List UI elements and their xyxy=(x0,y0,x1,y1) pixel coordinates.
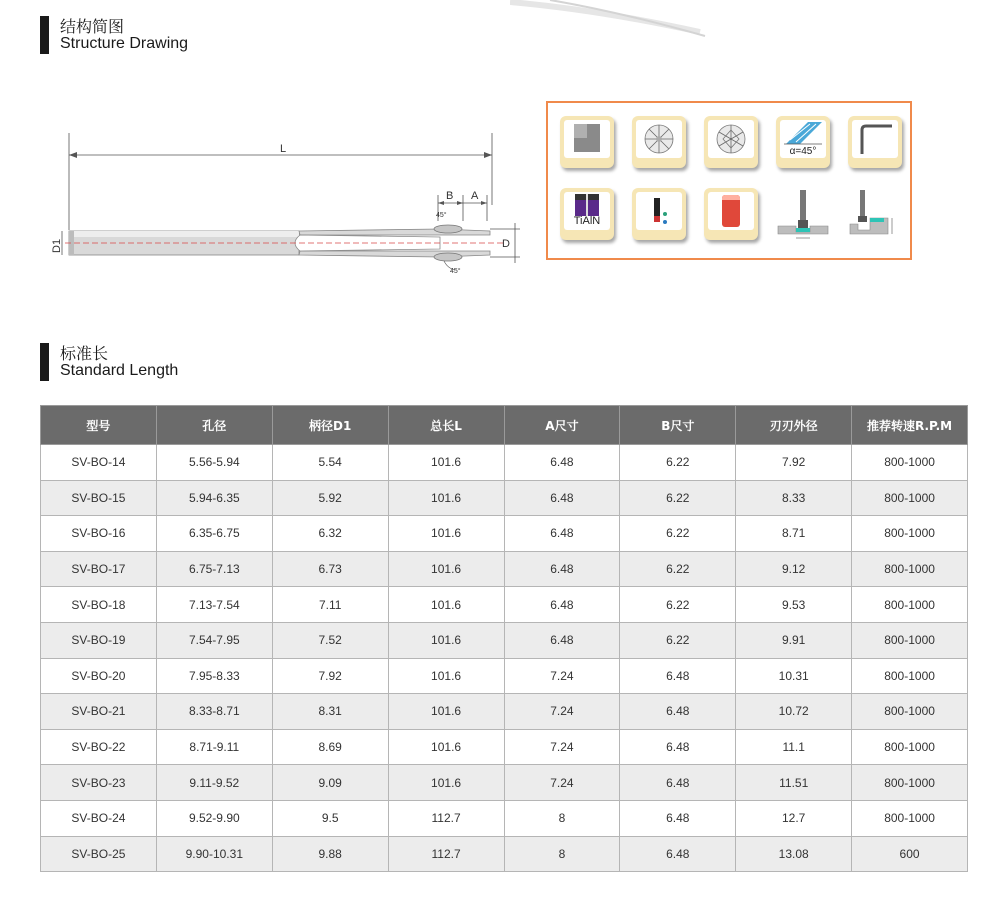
cell-rpm: 800-1000 xyxy=(852,445,968,481)
table-row xyxy=(41,622,968,658)
table-body xyxy=(41,445,968,872)
col-header-cutting-diameter: 刃刃外径 xyxy=(736,406,852,445)
square-shank-icon xyxy=(560,116,614,168)
cell-hole-diameter: 9.90-10.31 xyxy=(156,836,272,872)
cell-b-size: 6.48 xyxy=(620,729,736,765)
cell-model: SV-BO-21 xyxy=(41,694,157,730)
through-hole-usage-icon xyxy=(776,188,830,240)
section-title-en: Structure Drawing xyxy=(60,35,189,52)
cell-rpm: 800-1000 xyxy=(852,694,968,730)
cell-total-length: 101.6 xyxy=(388,445,504,481)
table-row xyxy=(41,729,968,765)
cell-total-length: 112.7 xyxy=(388,836,504,872)
cell-a-size: 6.48 xyxy=(504,445,620,481)
cell-cutting-diameter: 9.53 xyxy=(736,587,852,623)
4-flute-cross-section-icon xyxy=(632,116,686,168)
cell-model: SV-BO-16 xyxy=(41,516,157,552)
section-marker xyxy=(40,16,49,54)
cell-rpm: 800-1000 xyxy=(852,658,968,694)
cell-b-size: 6.22 xyxy=(620,480,736,516)
section-marker xyxy=(40,343,49,381)
cell-cutting-diameter: 12.7 xyxy=(736,800,852,836)
cell-b-size: 6.48 xyxy=(620,836,736,872)
section-title-en: Standard Length xyxy=(60,362,179,379)
col-header-a-size: A尺寸 xyxy=(504,406,620,445)
cell-total-length: 101.6 xyxy=(388,658,504,694)
table-row xyxy=(41,587,968,623)
angle-label-top: 45° xyxy=(436,212,447,219)
col-header-total-length: 总长L xyxy=(388,406,504,445)
cell-a-size: 6.48 xyxy=(504,480,620,516)
dim-label-B: B xyxy=(446,190,454,202)
cell-model: SV-BO-18 xyxy=(41,587,157,623)
cell-a-size: 8 xyxy=(504,836,620,872)
cell-total-length: 101.6 xyxy=(388,694,504,730)
cell-shank-d1: 7.92 xyxy=(272,658,388,694)
section-title-zh: 结构简图 xyxy=(60,17,125,36)
cell-shank-d1: 6.32 xyxy=(272,516,388,552)
cell-a-size: 7.24 xyxy=(504,694,620,730)
col-header-rpm: 推荐转速R.P.M xyxy=(852,406,968,445)
cell-model: SV-BO-23 xyxy=(41,765,157,801)
shank-profile-icon xyxy=(848,116,902,168)
cell-cutting-diameter: 11.1 xyxy=(736,729,852,765)
cell-shank-d1: 8.31 xyxy=(272,694,388,730)
cell-a-size: 7.24 xyxy=(504,765,620,801)
cell-total-length: 101.6 xyxy=(388,765,504,801)
cell-model: SV-BO-19 xyxy=(41,622,157,658)
cell-rpm: 800-1000 xyxy=(852,516,968,552)
structure-drawing xyxy=(50,125,530,285)
col-header-shank-d1: 柄径D1 xyxy=(272,406,388,445)
cell-model: SV-BO-14 xyxy=(41,445,157,481)
cell-cutting-diameter: 8.33 xyxy=(736,480,852,516)
coating-label: TiAlN xyxy=(573,215,601,227)
cell-cutting-diameter: 7.92 xyxy=(736,445,852,481)
cell-shank-d1: 9.88 xyxy=(272,836,388,872)
table-row xyxy=(41,480,968,516)
cell-total-length: 112.7 xyxy=(388,800,504,836)
cell-a-size: 8 xyxy=(504,800,620,836)
table-row xyxy=(41,836,968,872)
cell-shank-d1: 7.52 xyxy=(272,622,388,658)
carbide-material-icon xyxy=(704,188,758,240)
col-header-hole-diameter: 孔径 xyxy=(156,406,272,445)
cell-hole-diameter: 5.56-5.94 xyxy=(156,445,272,481)
cell-hole-diameter: 9.11-9.52 xyxy=(156,765,272,801)
cell-hole-diameter: 9.52-9.90 xyxy=(156,800,272,836)
cell-shank-d1: 9.09 xyxy=(272,765,388,801)
cell-total-length: 101.6 xyxy=(388,551,504,587)
cell-b-size: 6.22 xyxy=(620,445,736,481)
cell-shank-d1: 8.69 xyxy=(272,729,388,765)
cell-hole-diameter: 6.75-7.13 xyxy=(156,551,272,587)
cell-b-size: 6.48 xyxy=(620,800,736,836)
cell-b-size: 6.22 xyxy=(620,587,736,623)
cell-b-size: 6.22 xyxy=(620,551,736,587)
helix-angle-label: α=45° xyxy=(789,146,817,157)
cell-b-size: 6.48 xyxy=(620,765,736,801)
table-row xyxy=(41,765,968,801)
cell-hole-diameter: 7.95-8.33 xyxy=(156,658,272,694)
cell-model: SV-BO-20 xyxy=(41,658,157,694)
cell-shank-d1: 5.92 xyxy=(272,480,388,516)
table-row xyxy=(41,800,968,836)
cell-a-size: 6.48 xyxy=(504,622,620,658)
feature-icon-panel xyxy=(546,101,912,260)
table-row xyxy=(41,658,968,694)
cell-rpm: 800-1000 xyxy=(852,765,968,801)
cell-cutting-diameter: 8.71 xyxy=(736,516,852,552)
cell-cutting-diameter: 13.08 xyxy=(736,836,852,872)
cell-rpm: 800-1000 xyxy=(852,729,968,765)
cell-b-size: 6.22 xyxy=(620,516,736,552)
6-flute-cross-section-icon xyxy=(704,116,758,168)
angle-label-bottom: 45° xyxy=(450,268,461,275)
cell-cutting-diameter: 10.72 xyxy=(736,694,852,730)
cell-rpm: 800-1000 xyxy=(852,587,968,623)
cell-cutting-diameter: 10.31 xyxy=(736,658,852,694)
cell-a-size: 6.48 xyxy=(504,516,620,552)
cell-total-length: 101.6 xyxy=(388,729,504,765)
dim-label-D1: D1 xyxy=(51,238,63,253)
cell-a-size: 7.24 xyxy=(504,729,620,765)
cell-b-size: 6.22 xyxy=(620,622,736,658)
table-row xyxy=(41,694,968,730)
cell-shank-d1: 6.73 xyxy=(272,551,388,587)
cell-rpm: 800-1000 xyxy=(852,622,968,658)
cell-rpm: 800-1000 xyxy=(852,800,968,836)
cell-hole-diameter: 8.33-8.71 xyxy=(156,694,272,730)
cell-rpm: 600 xyxy=(852,836,968,872)
cell-total-length: 101.6 xyxy=(388,516,504,552)
cell-b-size: 6.48 xyxy=(620,694,736,730)
spec-table xyxy=(40,405,968,872)
cell-a-size: 6.48 xyxy=(504,551,620,587)
cell-shank-d1: 9.5 xyxy=(272,800,388,836)
tialn-coating-icon xyxy=(560,188,614,240)
cell-hole-diameter: 5.94-6.35 xyxy=(156,480,272,516)
cell-total-length: 101.6 xyxy=(388,622,504,658)
table-row xyxy=(41,445,968,481)
cell-rpm: 800-1000 xyxy=(852,551,968,587)
dim-label-A: A xyxy=(471,190,479,202)
cell-shank-d1: 5.54 xyxy=(272,445,388,481)
cell-hole-diameter: 7.13-7.54 xyxy=(156,587,272,623)
step-hole-usage-icon xyxy=(848,188,902,240)
cell-model: SV-BO-22 xyxy=(41,729,157,765)
cell-cutting-diameter: 9.12 xyxy=(736,551,852,587)
helix-angle-icon xyxy=(776,116,830,168)
cell-a-size: 7.24 xyxy=(504,658,620,694)
cell-model: SV-BO-24 xyxy=(41,800,157,836)
cell-shank-d1: 7.11 xyxy=(272,587,388,623)
cell-rpm: 800-1000 xyxy=(852,480,968,516)
col-header-b-size: B尺寸 xyxy=(620,406,736,445)
cell-total-length: 101.6 xyxy=(388,587,504,623)
cell-b-size: 6.48 xyxy=(620,658,736,694)
dim-label-L: L xyxy=(280,143,287,155)
cell-model: SV-BO-15 xyxy=(41,480,157,516)
cell-a-size: 6.48 xyxy=(504,587,620,623)
cell-hole-diameter: 8.71-9.11 xyxy=(156,729,272,765)
dim-label-D: D xyxy=(502,238,510,250)
cell-hole-diameter: 7.54-7.95 xyxy=(156,622,272,658)
table-header-row xyxy=(41,406,968,445)
section-title-zh: 标准长 xyxy=(60,344,109,363)
cell-cutting-diameter: 9.91 xyxy=(736,622,852,658)
cell-hole-diameter: 6.35-6.75 xyxy=(156,516,272,552)
cell-model: SV-BO-17 xyxy=(41,551,157,587)
tolerance-icon xyxy=(632,188,686,240)
col-header-model: 型号 xyxy=(41,406,157,445)
table-row xyxy=(41,551,968,587)
cell-model: SV-BO-25 xyxy=(41,836,157,872)
decorative-swoosh xyxy=(510,0,710,40)
cell-total-length: 101.6 xyxy=(388,480,504,516)
table-row xyxy=(41,516,968,552)
cell-cutting-diameter: 11.51 xyxy=(736,765,852,801)
